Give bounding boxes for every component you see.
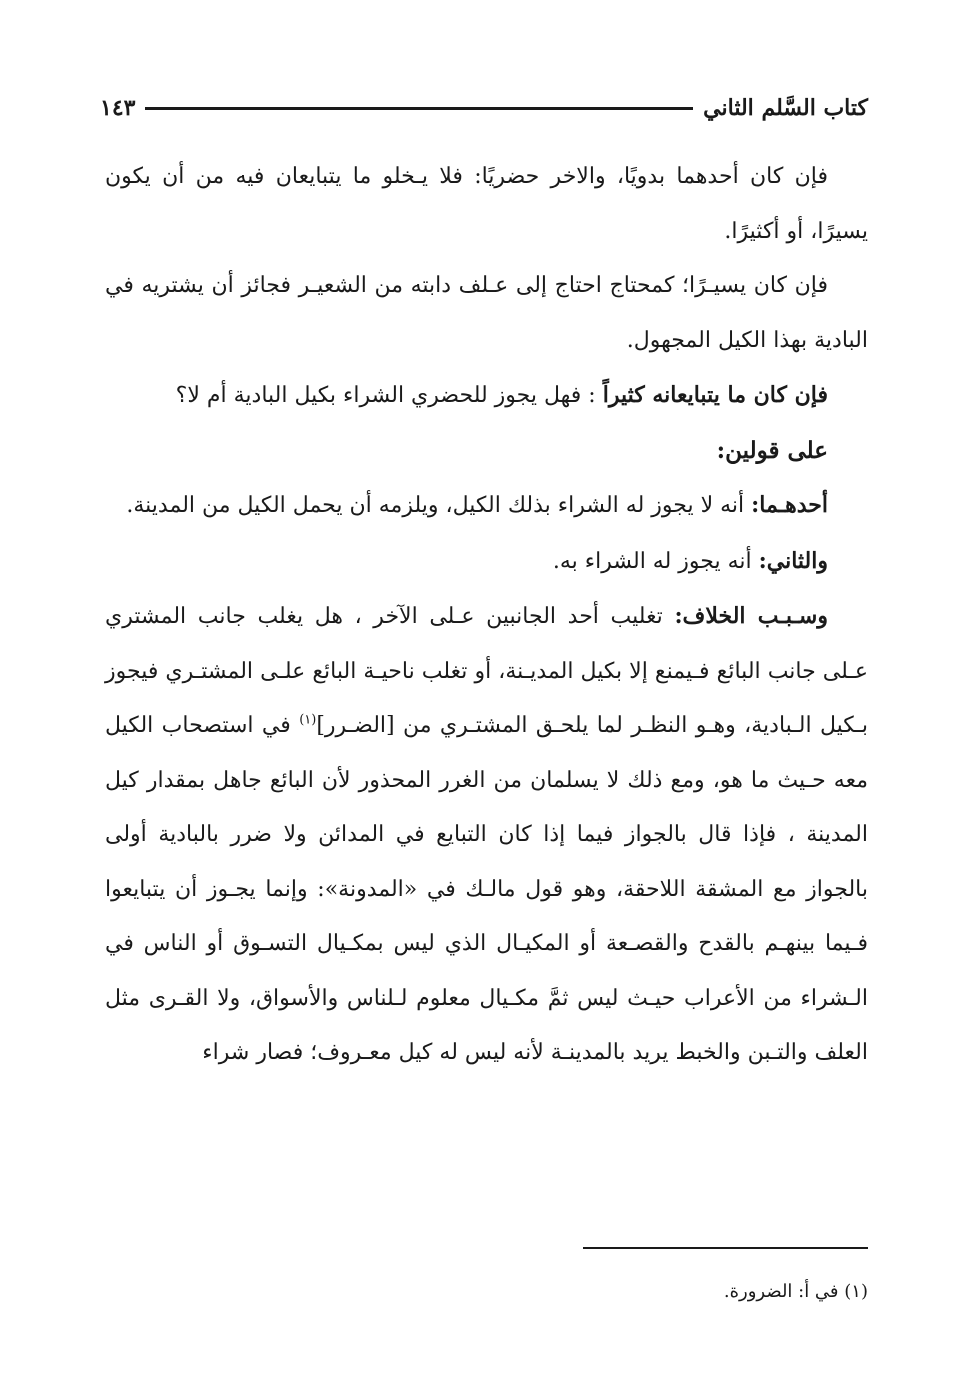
paragraph-6-lead: وسـبـب الخلاف:: [674, 603, 828, 629]
header-rule: [145, 107, 693, 110]
paragraph-6-text-a: تغليب أحد الجانبين عـلى الآخر ، هل يغلب جانب المشتري عـلى جانب البائع فـيمنع إلا بكيل المديـنة، أو تغلب ناحيـة البائع علـى المشتـري فيجوز بـكيل الـبادية، وهـو النظـر لما يلحـق المشتـري من [الضـرر]: [105, 604, 868, 738]
paragraph-5-text: أنه يجوز له الشراء به.: [552, 548, 759, 574]
paragraph-5: [105, 534, 868, 590]
footnote-reference: (١): [299, 712, 317, 728]
main-text: [105, 150, 868, 1081]
paragraph-5-lead: والثاني:: [758, 547, 828, 574]
section-heading: على قولين:: [716, 436, 828, 464]
paragraph-3: [105, 368, 868, 424]
paragraph-6: [105, 589, 868, 1081]
page-number: ١٤٣: [100, 95, 136, 121]
paragraph-3-lead: فإن كان ما يتبايعانه كثيراً: [602, 382, 828, 408]
paragraph-4: [105, 478, 868, 534]
running-header: [100, 88, 868, 128]
paragraph-4-lead: أحدهـما:: [751, 492, 828, 518]
paragraph-6-text-b: في استصحاب الكيل معه حـيث ما هو، ومع ذلك لا يسلمان من الغرر المحذور لأن البائع جاهل بمقدار كيل المدينة ، فإذا قال بالجواز فيما إذا كان التبايع في المدائن ولا ضرر بالبادية أولى بالجواز مع المشقة اللاحقة، وهو قول مالـك في «المدونة»: وإنما يجـوز أن يتبايعوا فـيما بينهـم بالقدح والقصـعة أو المكيـال الذي ليس بمكـيال التسـوق أو الناس في الـشراء من الأعراب حيـث ليس ثمَّ مكـيال معلوم لـلناس والأسواق، ولا القـرى مثل العلف والتـبن والخبط يريد بالمدينـة لأنه ليس له كيل معـروف؛ فصار شراء: [105, 713, 868, 1065]
paragraph-1: فإن كان أحدهما بدويًا، والاخر حضريًا: فلا يـخلو ما يتبايعان فيه من أن يكون يسيرًا، أو أكثيرًا.: [105, 164, 868, 244]
running-title: كتاب السَّلم الثاني: [703, 95, 868, 121]
footnote: (١) في أ: الضرورة.: [723, 1281, 868, 1302]
paragraph-2: فإن كان يسيـرًا؛ كمحتاج احتاج إلى عـلف دابته من الشعيـر فجائز أن يشتريه في البادية بهذا الكيل المجهول.: [105, 273, 868, 353]
paragraph-4-text: أنه لا يجوز له الشراء بذلك الكيل، ويلزمه أن يحمل الكيل من المدينة.: [126, 493, 752, 518]
footnote-separator: [583, 1247, 868, 1249]
paragraph-3-text: : فهل يجوز للحضري الشراء بكيل البادية أم لا؟: [175, 383, 603, 408]
